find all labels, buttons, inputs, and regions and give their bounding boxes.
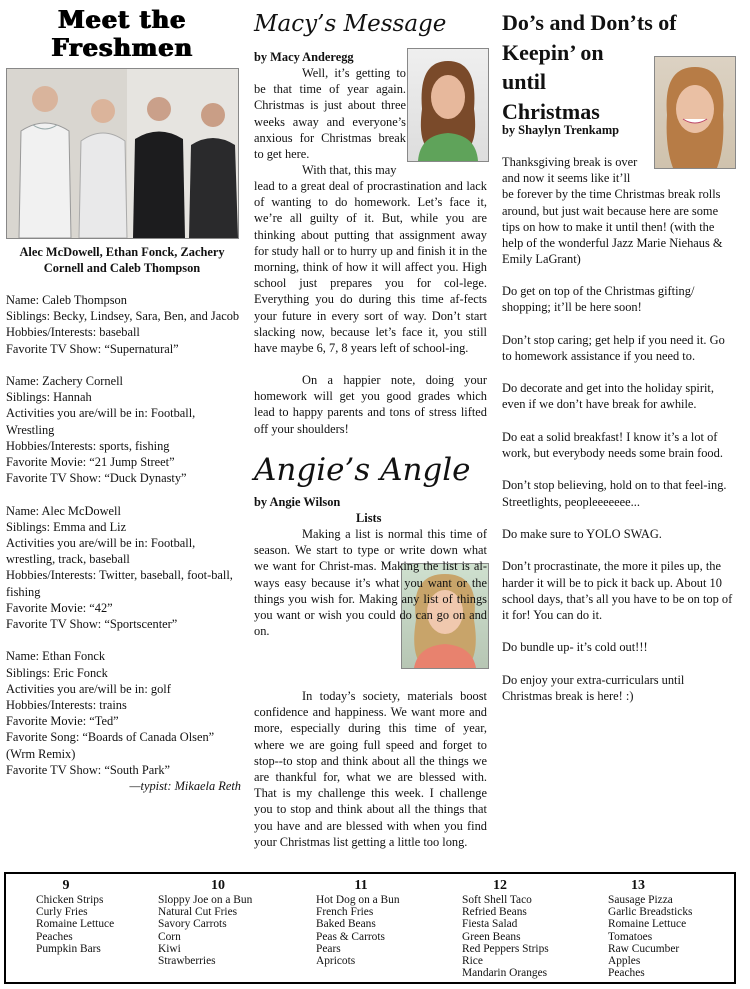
profile-line: Favorite Movie: “Ted”	[6, 714, 119, 729]
dos-intro-line: and now it seems like it’ll	[502, 171, 631, 186]
profile-ethan	[6, 648, 241, 778]
freshmen-title-line1: Meet the	[57, 5, 187, 34]
shaylyn-portrait-illustration	[655, 57, 735, 168]
profile-line: Hobbies/Interests: Twitter, baseball, foot-ball, fishing	[6, 568, 233, 599]
dos-tip: Do decorate and get into the holiday spirit, even if we don’t have break for awhile.	[502, 381, 714, 412]
lunch-item: Natural Cut Fries	[158, 906, 238, 919]
macy-portrait	[407, 48, 489, 162]
lunch-item: Peas & Carrots	[316, 930, 385, 943]
shaylyn-portrait	[654, 56, 736, 169]
profile-line: Favorite Song: “Boards of Canada Olsen” (Wrm Remix)	[6, 730, 215, 761]
macy-paragraph-2: lead to a great deal of procrastination and lack of wanting to do homework. Let’s face it, we’re all guilty of it. But, while you are thinking about putting that assignment away for study hall or to hurry up and finish it in the morning, think of how it will affect you. High school just prepares you for col-lege. Everything you do during this time af-fects your future in every sort of way. Don’t start slacking now, because let’s face it, you still have maybe 6, 7, 8 years left of school-ing.	[254, 179, 487, 356]
lunch-day-10	[158, 878, 278, 967]
dos-tip: Do make sure to YOLO SWAG.	[502, 526, 662, 541]
lunch-item: Refried Beans	[462, 906, 527, 919]
lunch-item: Mandarin Oranges	[462, 967, 548, 980]
lunch-item: Pumpkin Bars	[36, 942, 101, 955]
profile-line: Favorite Movie: “42”	[6, 600, 113, 615]
lunch-item: Tomatoes	[608, 930, 653, 943]
lunch-item: Peaches	[36, 930, 73, 943]
lunch-item: Hot Dog on a Bun	[316, 894, 400, 906]
macy-paragraph-1: Well, it’s getting to be that time of year again. Christmas is just about three weeks away and everyone’s anxious for Christmas break to get here.	[254, 66, 406, 162]
lunch-item: Pears	[316, 942, 341, 955]
profile-line: Favorite Movie: “21 Jump Street”	[6, 455, 175, 470]
profile-line: Favorite TV Show: “Supernatural”	[6, 341, 179, 356]
profile-line: Name: Alec McDowell	[6, 503, 121, 518]
profile-line: Activities you are/will be in: Football, Wrestling	[6, 406, 196, 437]
dos-intro	[502, 154, 736, 267]
lunch-item: Rice	[462, 955, 483, 968]
lunch-item: Savory Carrots	[158, 918, 227, 931]
lunch-item: Curly Fries	[36, 906, 88, 919]
lunch-item: Baked Beans	[316, 918, 376, 931]
dos-tip: Do enjoy your extra-curriculars until Christmas break is here! :)	[502, 672, 685, 703]
lunch-day-13	[608, 878, 692, 979]
dos-tip: Don’t procrastinate, the more it piles up, the harder it will be to pick it back up. About 10 school days, that’s all you have to be on top of it for! You can do it.	[502, 559, 733, 622]
macy-portrait-illustration	[408, 49, 488, 161]
lunch-item: Romaine Lettuce	[36, 918, 115, 931]
profile-line: Activities you are/will be in: Football, wrestling, track, baseball	[6, 536, 196, 567]
profile-line: Siblings: Becky, Lindsey, Sara, Ben, and Jacob	[6, 309, 240, 324]
profile-alec	[6, 503, 241, 633]
dos-tip: Do bundle up- it’s cold out!!!	[502, 640, 648, 655]
lunch-day-11	[316, 878, 406, 967]
lunch-item: Red Peppers Strips	[462, 942, 549, 955]
profile-line: Siblings: Hannah	[6, 390, 92, 405]
freshmen-photo-caption: Alec McDowell, Ethan Fonck, Zachery Cornell and Caleb Thompson	[19, 245, 225, 276]
lunch-day-number: 13	[631, 878, 645, 893]
macy-paragraph-2-start: With that, this may	[302, 163, 397, 177]
lunch-item: Sausage Pizza	[608, 894, 673, 906]
lunch-item: Apricots	[316, 955, 356, 968]
dos-tip: Do eat a solid breakfast! I know it’s a lot of work, but everybody needs some brain food.	[502, 429, 723, 460]
macy-byline: by Macy Anderegg	[254, 50, 354, 64]
lunch-item: Apples	[608, 955, 641, 968]
lunch-item: Green Beans	[462, 930, 521, 943]
lunch-item: Sloppy Joe on a Bun	[158, 894, 253, 906]
profile-zachery	[6, 373, 241, 486]
lunch-day-number: 12	[493, 878, 507, 893]
profile-line: Name: Ethan Fonck	[6, 649, 106, 664]
dos-title-line: Christmas	[502, 98, 600, 124]
lunch-item: Chicken Strips	[36, 894, 104, 906]
lunch-item: French Fries	[316, 906, 374, 919]
dos-tips	[502, 283, 736, 704]
lunch-day-number: 9	[62, 878, 70, 893]
lunch-item: Corn	[158, 930, 181, 943]
dos-intro-rest: be forever by the time Christmas break rolls around, but just wait because here are some tips on how to make it until then! (with the help of the wonderful Jazz Marie Niehaus & Emily LaGrant)	[502, 187, 723, 267]
dos-title-line: Keepin’ on	[502, 39, 604, 65]
dos-title-line: Do’s and Don’ts of	[502, 10, 677, 35]
angie-paragraph-1: Making a list is normal this time of season. We start to type or write down what we want for Christ-mas. Making the list is al-ways easy because it’s what you want or the things you wish for. Making any list of things you want or wish you could do can go on and on.	[254, 527, 487, 639]
lunch-day-number: 11	[354, 878, 368, 893]
lunch-item: Kiwi	[158, 942, 181, 955]
profile-line: Name: Caleb Thompson	[6, 293, 127, 307]
dos-byline: by Shaylyn Trenkamp	[502, 123, 620, 137]
profile-line: Favorite TV Show: “South Park”	[6, 762, 171, 777]
lunch-day-number: 10	[211, 878, 225, 893]
profile-line: Hobbies/Interests: sports, fishing	[6, 438, 170, 453]
profile-line: Favorite TV Show: “Sportscenter”	[6, 617, 178, 632]
freshmen-title	[6, 6, 238, 62]
profile-line: Name: Zachery Cornell	[6, 374, 123, 388]
freshmen-group-photo	[6, 68, 239, 239]
dos-tip: Do get on top of the Christmas gifting/ shopping; it’ll be here soon!	[502, 284, 695, 315]
angie-title: Angie’s Angle	[254, 452, 471, 488]
freshmen-profiles	[6, 292, 241, 794]
dos-title	[502, 8, 677, 126]
dos-intro-line: Thanksgiving break is over	[502, 155, 638, 169]
dos-tip: Don’t stop caring; get help if you need it. Go to homework assistance if you need to.	[502, 332, 725, 363]
profile-line: Hobbies/Interests: baseball	[6, 325, 140, 340]
lunch-item: Romaine Lettuce	[608, 918, 687, 931]
typist-credit: —typist: Mikaela Reth	[129, 779, 241, 794]
profile-line: Activities you are/will be in: golf	[6, 681, 171, 696]
macy-title: Macy’s Message	[254, 11, 447, 37]
macy-paragraph-3: On a happier note, doing your homework will get you good grades which lead to happy parents and tons of stress lifted off your shoulders!	[254, 373, 487, 436]
lunch-item: Fiesta Salad	[462, 918, 518, 931]
lunch-item: Raw Cucumber	[608, 942, 680, 955]
group-photo-illustration	[7, 69, 238, 238]
angie-byline: by Angie Wilson	[254, 495, 341, 509]
angie-paragraph-2: In today’s society, materials boost confidence and happiness. We want more and more, especially during this time of year, where we are going full speed and forget to stop--to stop and think about all the things we are thankful for, what we are blessed with. That is my challenge this week. I challenge you to stop and think about all the things that you have and are blessed with when you find your Christmas list getting a little too long.	[254, 689, 487, 849]
lunch-item: Garlic Breadsticks	[608, 906, 693, 919]
lunch-item: Soft Shell Taco	[462, 894, 532, 906]
lunch-day-12	[462, 878, 549, 979]
profile-caleb	[6, 292, 241, 357]
dos-tip: Don’t stop believing, hold on to that feel-ing. Streetlights, peopleeeeeee...	[502, 478, 727, 509]
lunch-item: Peaches	[608, 967, 645, 980]
dos-title-line: until	[502, 69, 547, 94]
profile-line: Hobbies/Interests: trains	[6, 698, 127, 713]
lunch-item: Strawberries	[158, 955, 216, 968]
profile-line: Siblings: Emma and Liz	[6, 519, 127, 534]
profile-line: Favorite TV Show: “Duck Dynasty”	[6, 471, 187, 486]
lunch-menu-box	[4, 872, 736, 984]
profile-line: Siblings: Eric Fonck	[6, 665, 108, 680]
freshmen-title-line2: Freshmen	[51, 33, 193, 62]
angie-subtitle: Lists	[356, 511, 382, 525]
lunch-day-9	[36, 878, 114, 955]
